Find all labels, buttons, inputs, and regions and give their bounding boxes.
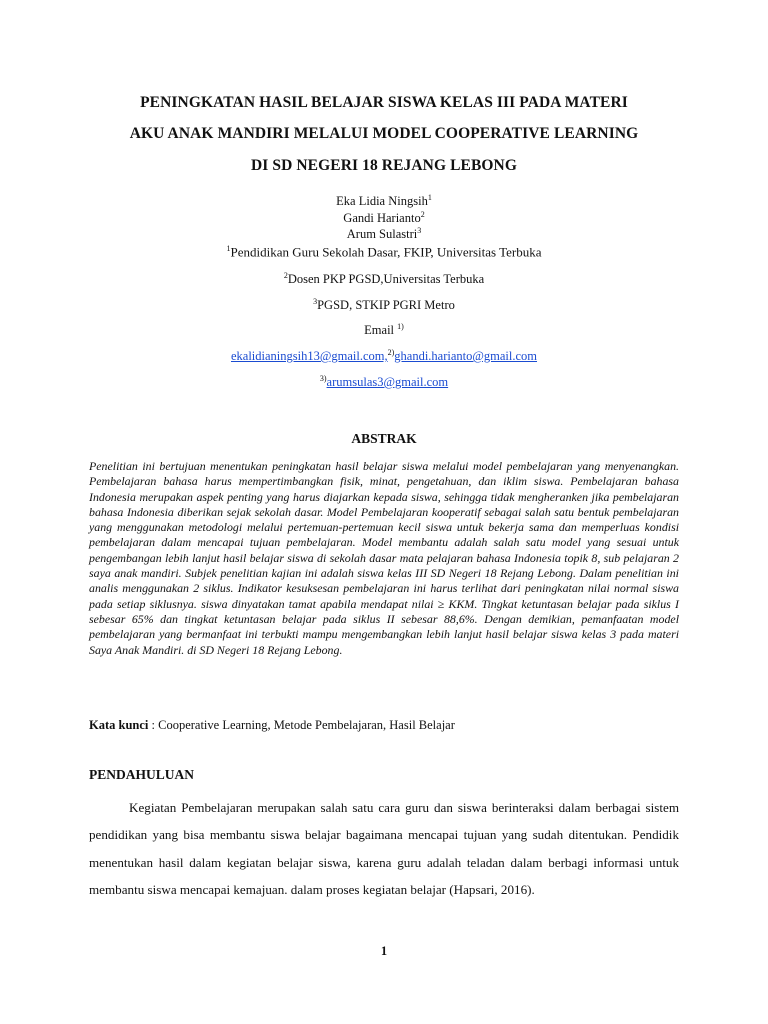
author-2	[0, 210, 768, 226]
email-link-2[interactable]: ghandi.harianto@gmail.com	[394, 349, 538, 364]
paper-title-line-2: AKU ANAK MANDIRI MELALUI MODEL COOPERATIVE LEARNING	[129, 125, 639, 142]
author-superscript: 2	[420, 210, 425, 219]
section-heading: PENDAHULUAN	[89, 767, 195, 782]
author-3	[0, 226, 768, 242]
section-paragraph: Kegiatan Pembelajaran merupakan salah satu cara guru dan siswa berinteraksi dalam berbagai sistem pendidikan yang bisa membantu siswa belajar bagaimana mencapai tujuan yang sudah ditentukan. Pendidik menentukan hasil dalam kegiatan belajar siswa, karena guru adalah teladan dalam berbagi informasi untuk membantu siswa mencapai kemajuan. dalam proses kegiatan belajar (Hapsari, 2016).	[89, 800, 679, 898]
email-label: Email	[364, 323, 395, 338]
abstract-text: Penelitian ini bertujuan menentukan peningkatan hasil belajar siswa melalui model pembelajaran yang menyenangkan. Pembelajaran bahasa harus mempertimbangkan fisik, minat, pengetahuan, dan iklim siswa. Pembelajaran bahasa Indonesia merupakan aspek penting yang harus diajarkan kepada siswa, sehingga tidak mengheranken jika pembelajaran bahasa Indonesia diberikan sejak sekolah dasar. Model Pembelajaran kooperatif sebagai salah satu bentuk pembelajaran yang menggunakan metodologi melalui pertemuan-pertemuan kecil siswa untuk bekerja sama dan memperluas kondisi pembelajaran dalam mencapai tujuan pembelajaran. Model membantu adalah salah satu model yang sesuai untuk pengembangan lebih lanjut hasil belajar siswa di sekolah dasar mata pelajaran bahasa Indonesia topik 8, sub pelajaran 2 saya anak mandiri. Subjek penelitian kajian ini adalah siswa kelas III SD Negeri 18 Rejang Lebong. Dalam penelitian ini analis menggunakan 2 siklus. Indikator kesuksesan pembelajaran ini harus terlihat dari peningkatan nilai normal siswa pada setiap siklusnya. siswa dinyatakan tamat apabila mendapat nilai ≥ KKM. Tingkat ketuntasan belajar pada siklus I sebesar 65% dan tingkat ketuntasan belajar pada siklus II sebesar 88,6%. Dengan demikian, pemanfaatan model pembelajaran yang bermanfaat ini terbukti mampu mengembangkan lebih lanjut hasil belajar siswa kelas 3 pada materi Saya Anak Mandiri. di SD Negeri 18 Rejang Lebong.	[89, 459, 679, 657]
affiliation-text: Dosen PKP PGSD,Universitas Terbuka	[287, 272, 485, 287]
affiliation-superscript: 3	[313, 297, 318, 306]
email-label-superscript: 1)	[397, 322, 404, 331]
affiliation-2	[0, 271, 768, 287]
keywords-label: Kata kunci	[89, 718, 149, 732]
affiliation-text: Pendidikan Guru Sekolah Dasar, FKIP, Universitas Terbuka	[230, 244, 542, 260]
affiliation-text: PGSD, STKIP PGRI Metro	[317, 298, 455, 313]
keywords-line	[89, 718, 679, 733]
abstract-heading: ABSTRAK	[351, 431, 417, 446]
keywords-text: : Cooperative Learning, Metode Pembelajaran, Hasil Belajar	[148, 718, 455, 732]
affiliation-superscript: 1	[226, 244, 231, 253]
page-number: 1	[380, 944, 388, 958]
author-name: Eka Lidia Ningsih	[336, 194, 428, 209]
author-1	[0, 193, 768, 209]
affiliation-superscript: 2	[283, 271, 288, 280]
email-superscript-3: 3)	[319, 374, 327, 383]
author-name: Gandi Harianto	[343, 211, 421, 226]
email-line-1	[0, 348, 768, 364]
email-superscript-2: 2)	[387, 348, 395, 357]
author-superscript: 1	[427, 193, 432, 202]
paper-title-line-1: PENINGKATAN HASIL BELAJAR SISWA KELAS III PADA MATERI	[140, 94, 628, 111]
paper-title-line-3: DI SD NEGERI 18 REJANG LEBONG	[250, 157, 517, 174]
author-superscript: 3	[417, 226, 422, 235]
email-label-line	[0, 322, 768, 338]
affiliation-3	[0, 297, 768, 313]
email-line-2	[0, 374, 768, 390]
email-link-1[interactable]: ekalidianingsih13@gmail.com,	[230, 349, 388, 364]
email-link-3[interactable]: arumsulas3@gmail.com	[326, 375, 449, 390]
affiliation-1	[0, 244, 768, 260]
author-name: Arum Sulastri	[346, 227, 418, 242]
